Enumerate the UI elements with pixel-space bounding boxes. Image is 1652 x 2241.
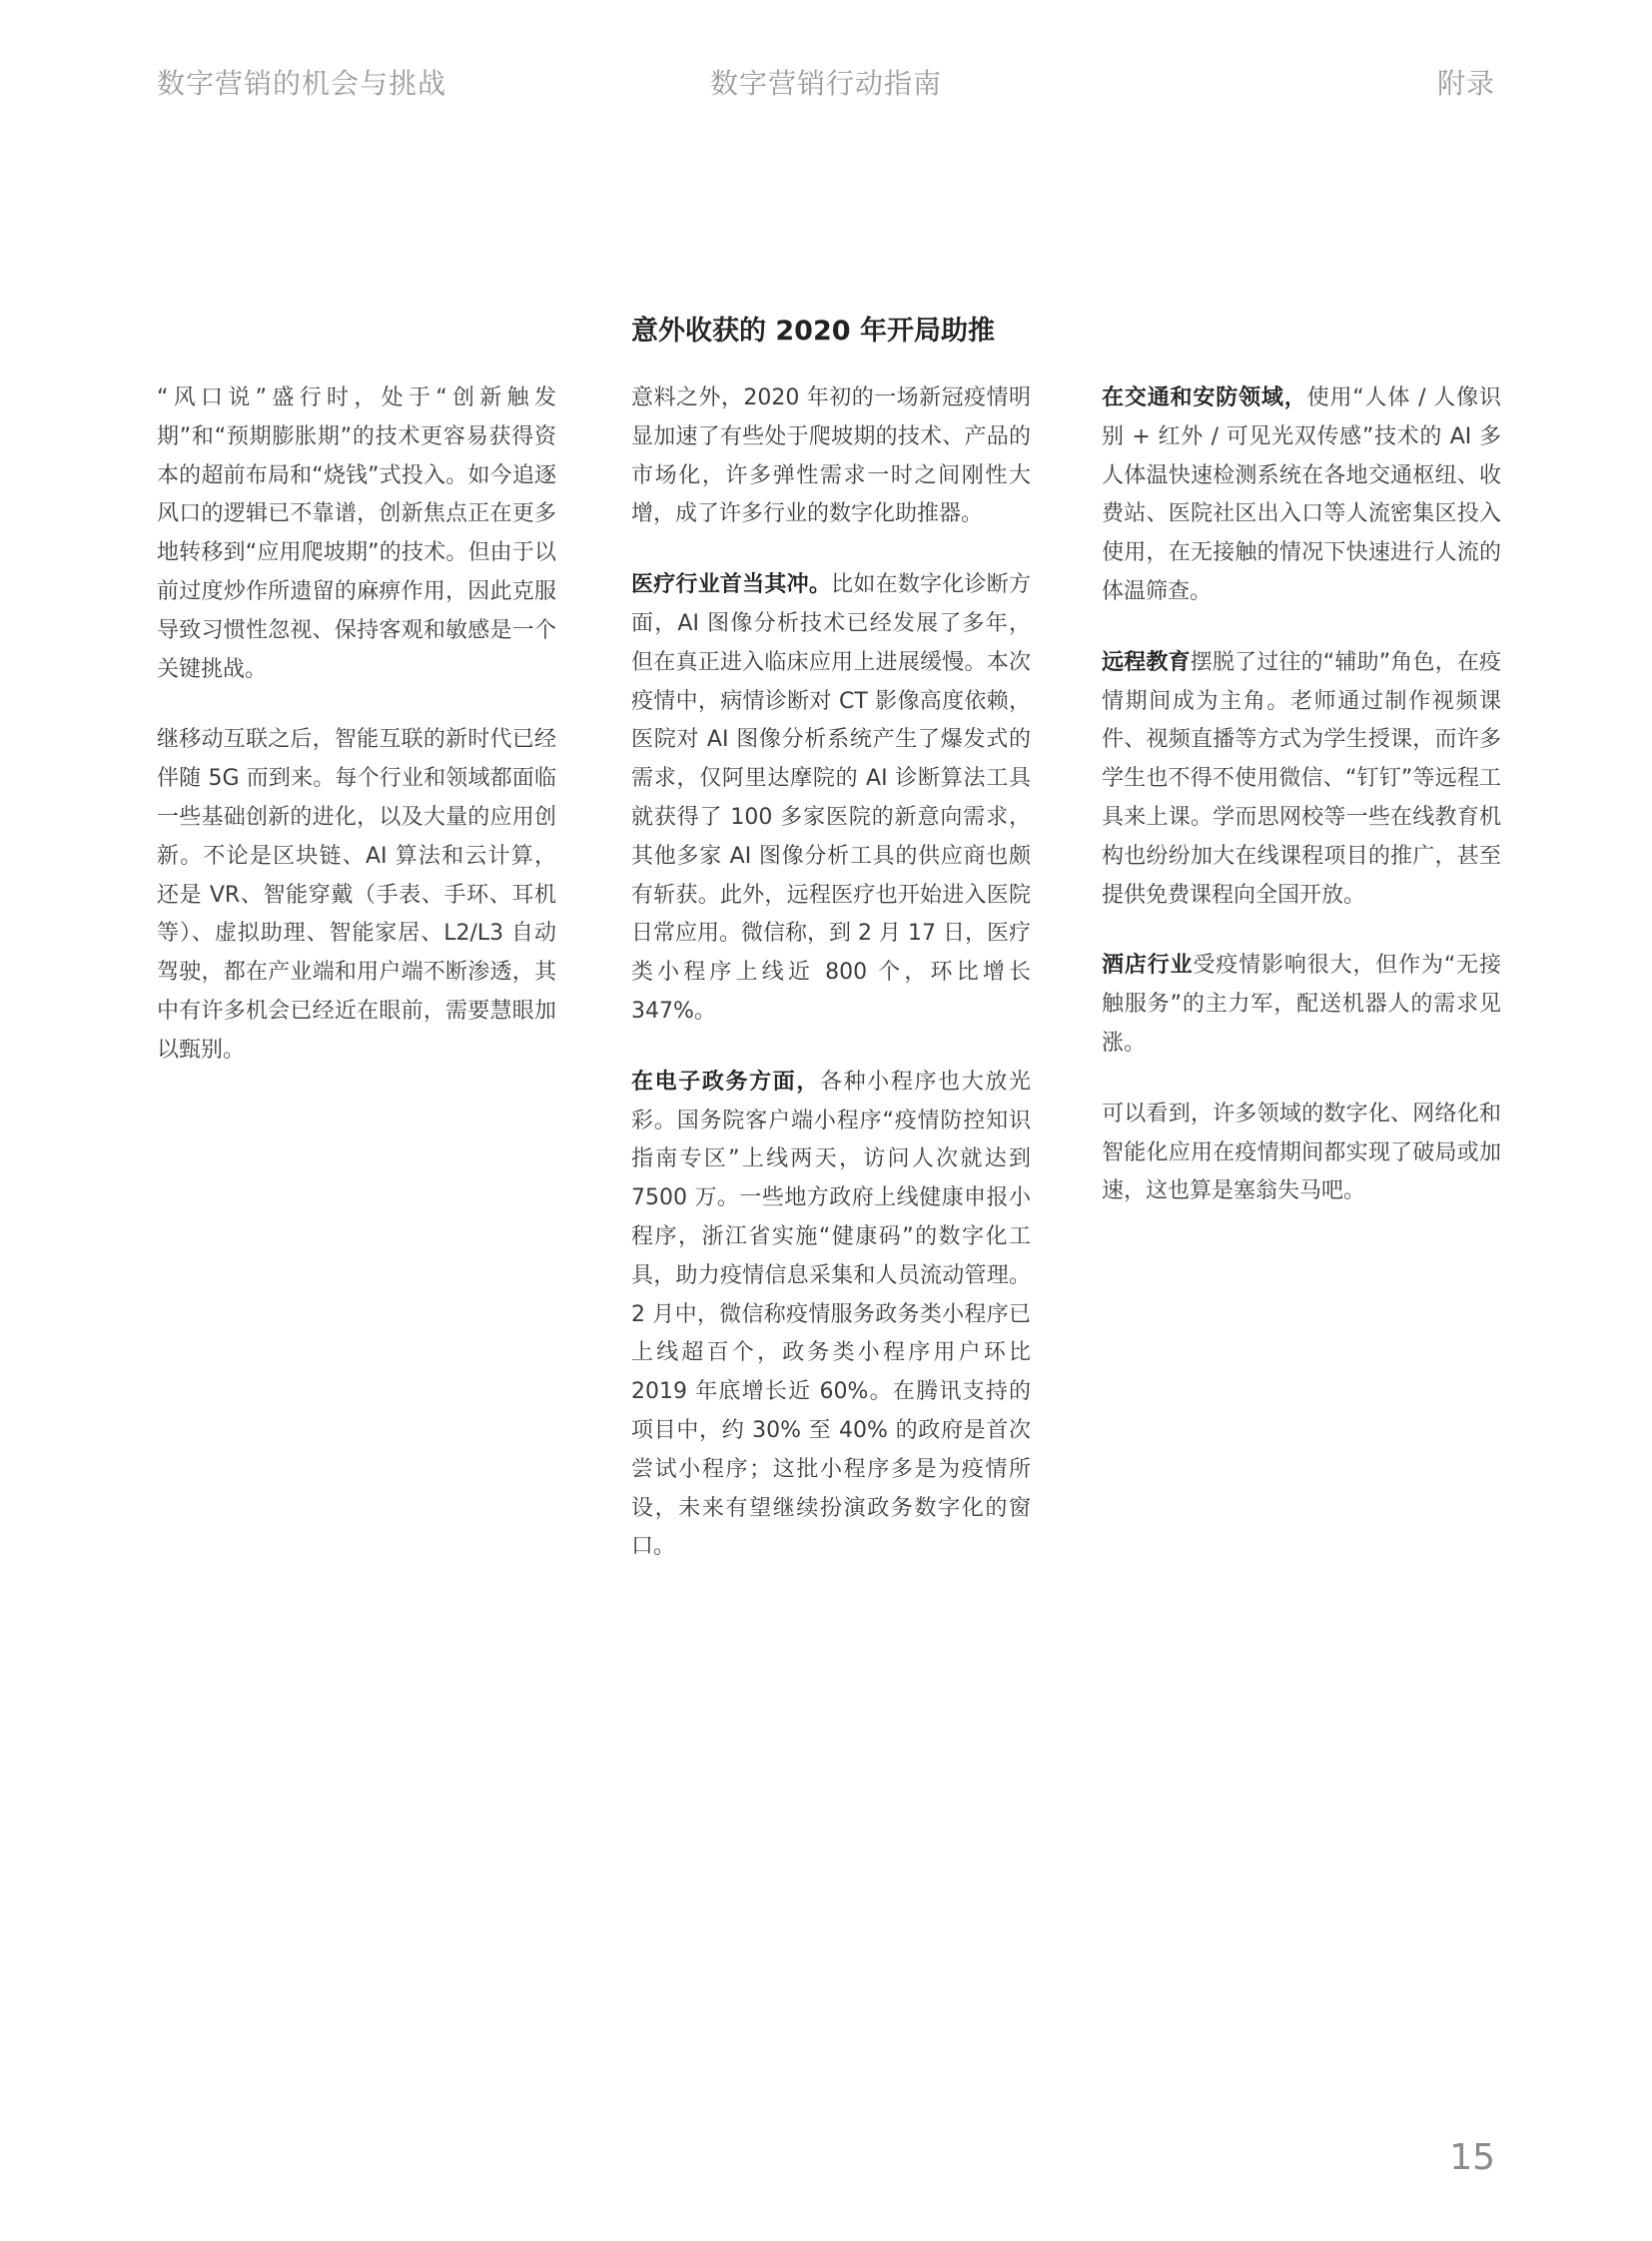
paragraph-lead: 远程教育 <box>1102 649 1191 675</box>
page-header <box>157 62 1495 102</box>
paragraph-lead: 酒店行业 <box>1102 953 1194 979</box>
paragraph-text: 可以看到，许多领域的数字化、网络化和智能化应用在疫情期间都实现了破局或加速，这也算是塞翁失马吧。 <box>1102 1101 1501 1204</box>
header-section-left[interactable]: 数字营销的机会与挑战 <box>157 67 447 100</box>
paragraph <box>631 1064 1031 1567</box>
paragraph <box>157 379 556 689</box>
page-number: 15 <box>1449 2137 1495 2178</box>
paragraph <box>631 379 1031 534</box>
text-column-left <box>157 379 556 1103</box>
text-column-right <box>1102 379 1501 1243</box>
paragraph-text: 各种小程序也大放光彩。国务院客户端小程序“疫情防控知识指南专区”上线两天，访问人次就达到 7500 万。一些地方政府上线健康申报小程序，浙江省实施“健康码”的数字化工具，助力疫情信息采集和人员流动管理。2 月中，微信称疫情服务政务类小程序已上线超百个，政务类小程序用户环比 2019 年底增长近 60%。在腾讯支持的项目中，约 30% 至 40% 的政府是首次尝试小程序；这批小程序多是为疫情所设，未来有望继续扮演政务数字化的窗口。 <box>631 1069 1031 1560</box>
paragraph-text: 摆脱了过往的“辅助”角色，在疫情期间成为主角。老师通过制作视频课件、视频直播等方式为学生授课，而许多学生也不得不使用微信、“钉钉”等远程工具来上课。学而思网校等一些在线教育机构也纷纷加大在线课程项目的推广，甚至提供免费课程向全国开放。 <box>1102 649 1501 908</box>
paragraph-text: 意料之外，2020 年初的一场新冠疫情明显加速了有些处于爬坡期的技术、产品的市场化，许多弹性需求一时之间刚性大增，成了许多行业的数字化助推器。 <box>631 385 1031 527</box>
paragraph-text: “风口说”盛行时，处于“创新触发期”和“预期膨胀期”的技术更容易获得资本的超前布局和“烧钱”式投入。如今追逐风口的逻辑已不靠谱，创新焦点正在更多地转移到“应用爬坡期”的技术。但由于以前过度炒作所遗留的麻痹作用，因此克服导致习惯性忽视、保持客观和敏感是一个关键挑战。 <box>157 385 556 682</box>
paragraph <box>631 566 1031 1032</box>
paragraph-text: 比如在数字化诊断方面，AI 图像分析技术已经发展了多年，但在真正进入临床应用上进展缓慢。本次疫情中，病情诊断对 CT 影像高度依赖，医院对 AI 图像分析系统产生了爆发式的需求，仅阿里达摩院的 AI 诊断算法工具就获得了 100 多家医院的新意向需求，其他多家 AI 图像分析工具的供应商也颇有斩获。此外，远程医疗也开始进入医院日常应用。微信称，到 2 月 17 日，医疗类小程序上线近 800 个，环比增长 347%。 <box>631 572 1031 1024</box>
header-section-right[interactable]: 附录 <box>1436 67 1495 100</box>
paragraph <box>1102 947 1501 1063</box>
paragraph-lead: 在交通和安防领域， <box>1102 385 1307 410</box>
paragraph-lead: 医疗行业首当其冲。 <box>631 572 832 598</box>
paragraph-lead: 在电子政务方面， <box>631 1069 820 1095</box>
section-title: 意外收获的 2020 年开局助推 <box>631 316 995 347</box>
paragraph-text: 使用“人体 / 人像识别 + 红外 / 可见光双传感”技术的 AI 多人体温快速检测系统在各地交通枢纽、收费站、医院社区出入口等人流密集区投入使用，在无接触的情况下快速进行人流的体温筛查。 <box>1102 385 1501 604</box>
paragraph <box>157 721 556 1070</box>
header-section-center[interactable]: 数字营销行动指南 <box>709 67 943 100</box>
paragraph <box>1102 644 1501 916</box>
paragraph <box>1102 1096 1501 1211</box>
text-column-middle <box>631 379 1031 1599</box>
paragraph <box>1102 379 1501 612</box>
paragraph-text: 继移动互联之后，智能互联的新时代已经伴随 5G 而到来。每个行业和领域都面临一些基础创新的进化，以及大量的应用创新。不论是区块链、AI 算法和云计算，还是 VR、智能穿戴（手表、手环、耳机等）、虚拟助理、智能家居、L2/L3 自动驾驶，都在产业端和用户端不断渗透，其中有许多机会已经近在眼前，需要慧眼加以甄别。 <box>157 727 556 1063</box>
paragraph-text: 受疫情影响很大，但作为“无接触服务”的主力军，配送机器人的需求见涨。 <box>1102 953 1501 1056</box>
